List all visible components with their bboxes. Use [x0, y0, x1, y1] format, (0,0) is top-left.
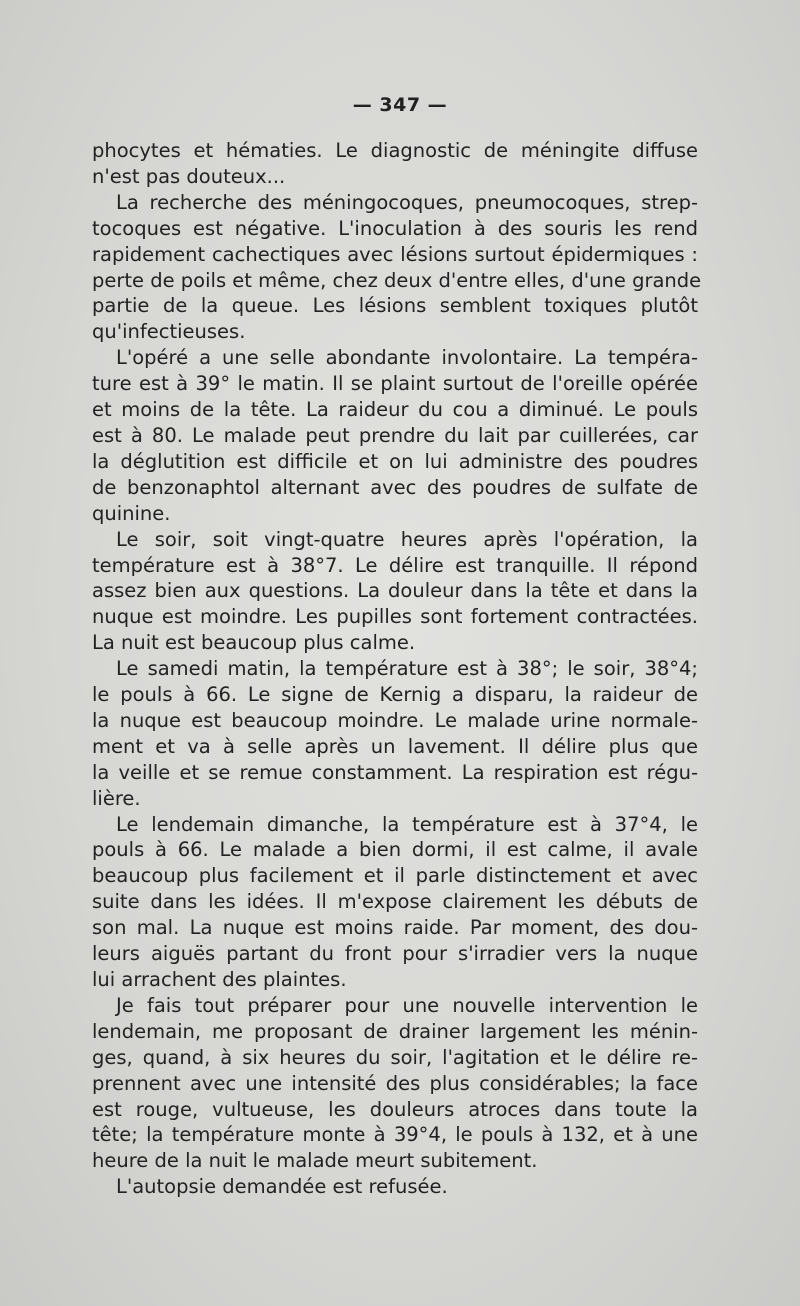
text-line: son mal. La nuque est moins raide. Par moment, des dou- — [92, 916, 698, 940]
text-line: Le lendemain dimanche, la température est à 37°4, le — [116, 812, 698, 836]
text-line: Le soir, soit vingt-quatre heures après l'opération, la — [116, 527, 698, 551]
text-line: ges, quand, à six heures du soir, l'agitation et le délire re- — [92, 1045, 698, 1069]
text-line: La recherche des méningocoques, pneumocoques, strep- — [116, 190, 698, 214]
text-line: L'opéré a une selle abondante involontaire. La tempéra- — [116, 346, 698, 370]
paragraph — [92, 190, 702, 345]
text-line: lendemain, me proposant de drainer largement les ménin- — [92, 1019, 698, 1043]
paragraph — [92, 656, 698, 811]
text-line: ment et va à selle après un lavement. Il délire plus que — [92, 734, 698, 758]
page-number: — 347 — — [352, 94, 448, 116]
text-line: quinine. — [92, 501, 171, 525]
text-line: partie de la queue. Les lésions semblent toxiques plutôt — [92, 294, 698, 318]
text-line: leurs aiguës partant du front pour s'irradier vers la nuque — [92, 942, 698, 966]
text-line: perte de poils et même, chez deux d'entre elles, d'une grande — [92, 268, 702, 292]
text-line: pouls à 66. Le malade a bien dormi, il est calme, il avale — [92, 838, 698, 862]
text-line: lui arrachent des plaintes. — [92, 968, 347, 991]
text-line: phocytes et hématies. Le diagnostic de méningite diffuse — [92, 139, 698, 162]
paragraph — [92, 138, 698, 190]
text-line: L'autopsie demandée est refusée. — [116, 1175, 448, 1199]
text-line: ture est à 39° le matin. Il se plaint surtout de l'oreille opérée — [92, 372, 698, 396]
text-line: suite dans les idées. Il m'expose clairement les débuts de — [92, 890, 698, 914]
text-line: la déglutition est difficile et on lui administre des poudres — [92, 449, 698, 473]
text-line: rapidement cachectiques avec lésions surtout épidermiques : — [92, 242, 698, 266]
text-line: est à 80. Le malade peut prendre du lait par cuillerées, car — [92, 423, 698, 447]
paragraph — [92, 345, 698, 526]
text-line: qu'infectieuses. — [92, 320, 246, 344]
body-text — [92, 138, 702, 1200]
text-line: et moins de la tête. La raideur du cou a diminué. Le pouls — [92, 398, 698, 422]
text-line: la veille et se remue constamment. La respiration est régu- — [92, 760, 698, 784]
text-line: n'est pas douteux... — [92, 164, 286, 188]
text-line: température est à 38°7. Le délire est tranquille. Il répond — [92, 553, 698, 577]
text-line: tocoques est négative. L'inoculation à des souris les rend — [92, 216, 698, 240]
text-line: la nuque est beaucoup moindre. Le malade urine normale- — [92, 708, 698, 732]
paragraph — [92, 812, 698, 993]
text-line: Je fais tout préparer pour une nouvelle intervention le — [116, 993, 698, 1017]
text-line: beaucoup plus facilement et il parle distinctement et avec — [92, 864, 698, 888]
text-line: assez bien aux questions. La douleur dans la tête et dans la — [92, 579, 698, 603]
text-line: heure de la nuit le malade meurt subitement. — [92, 1149, 538, 1173]
text-line: est rouge, vultueuse, les douleurs atroces dans toute la — [92, 1097, 698, 1121]
paragraph — [92, 1174, 698, 1200]
text-line: lière. — [92, 786, 141, 810]
text-line: le pouls à 66. Le signe de Kernig a disparu, la raideur de — [92, 683, 698, 707]
text-line: nuque est moindre. Les pupilles sont fortement contractées. — [92, 605, 698, 629]
text-line: La nuit est beaucoup plus calme. — [92, 631, 416, 655]
text-line: de benzonaphtol alternant avec des poudres de sulfate de — [92, 475, 698, 499]
paragraph — [92, 527, 698, 657]
text-line: tête; la température monte à 39°4, le pouls à 132, et à une — [92, 1123, 698, 1147]
paragraph — [92, 993, 698, 1174]
text-line: Le samedi matin, la température est à 38°; le soir, 38°4; — [116, 657, 698, 681]
text-line: prennent avec une intensité des plus considérables; la face — [92, 1071, 698, 1095]
